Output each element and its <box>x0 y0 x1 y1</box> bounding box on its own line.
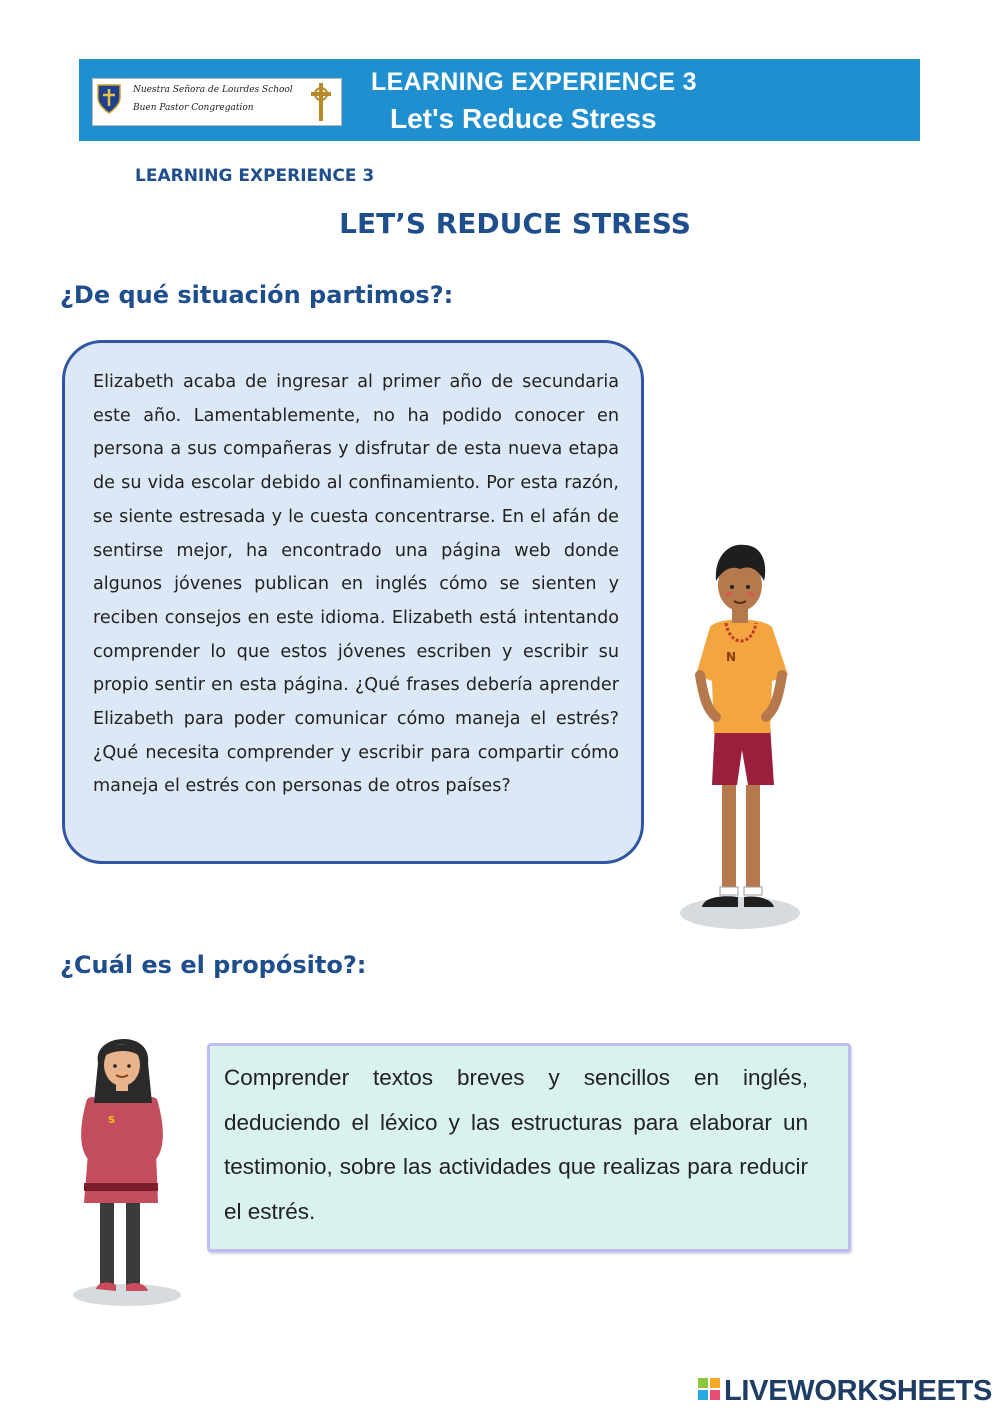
situation-text: Elizabeth acaba de ingresar al primer año de secundaria este año. Lamentablemente, no ha podido conocer en persona a sus compañeras y disfrutar de esta nueva etapa de su vida escolar debido al confinamiento. Por esta razón, se siente estresada y le cuesta concentrarse. En el afán de sentirse mejor, ha encontrado una página web donde algunos jóvenes publican en inglés cómo se sienten y reciben consejos en este idioma. Elizabeth está intentando comprender lo que estos jóvenes escriben y escribir su propio sentir en esta página. ¿Qué frases debería aprender Elizabeth para poder comunicar cómo maneja el estrés? ¿Qué necesita comprender y escribir para compartir cómo maneja el estrés con personas de otros países? <box>93 372 619 797</box>
shield-icon <box>97 84 121 114</box>
banner-subtitle: Let's Reduce Stress <box>390 103 657 134</box>
boy-shirt-letter: N <box>726 650 737 664</box>
situation-heading: ¿De qué situación partimos?: <box>60 281 454 309</box>
school-name: Nuestra Señora de Lourdes School <box>133 85 293 95</box>
banner-title: LEARNING EXPERIENCE 3 <box>371 68 697 96</box>
school-congregation: Buen Pastor Congregation <box>133 103 254 113</box>
purpose-heading: ¿Cuál es el propósito?: <box>60 951 367 979</box>
watermark-text: LIVEWORKSHEETS <box>724 1375 993 1407</box>
boy-illustration <box>670 535 810 935</box>
situation-box <box>62 340 644 864</box>
liveworksheets-logo-icon <box>698 1378 720 1400</box>
cross-icon <box>308 81 334 123</box>
girl-shirt-letter: S <box>108 1115 116 1126</box>
school-logo <box>92 78 342 126</box>
lesson-label: LEARNING EXPERIENCE 3 <box>135 166 375 186</box>
header-banner <box>79 59 920 141</box>
girl-illustration <box>70 1033 190 1308</box>
purpose-text: Comprender textos breves y sencillos en inglés, deduciendo el léxico y las estructuras para elaborar un testimonio, sobre las actividades que realizas para reducir el estrés. <box>224 1065 808 1224</box>
purpose-box <box>207 1043 851 1252</box>
page-title: LET’S REDUCE STRESS <box>339 207 691 240</box>
